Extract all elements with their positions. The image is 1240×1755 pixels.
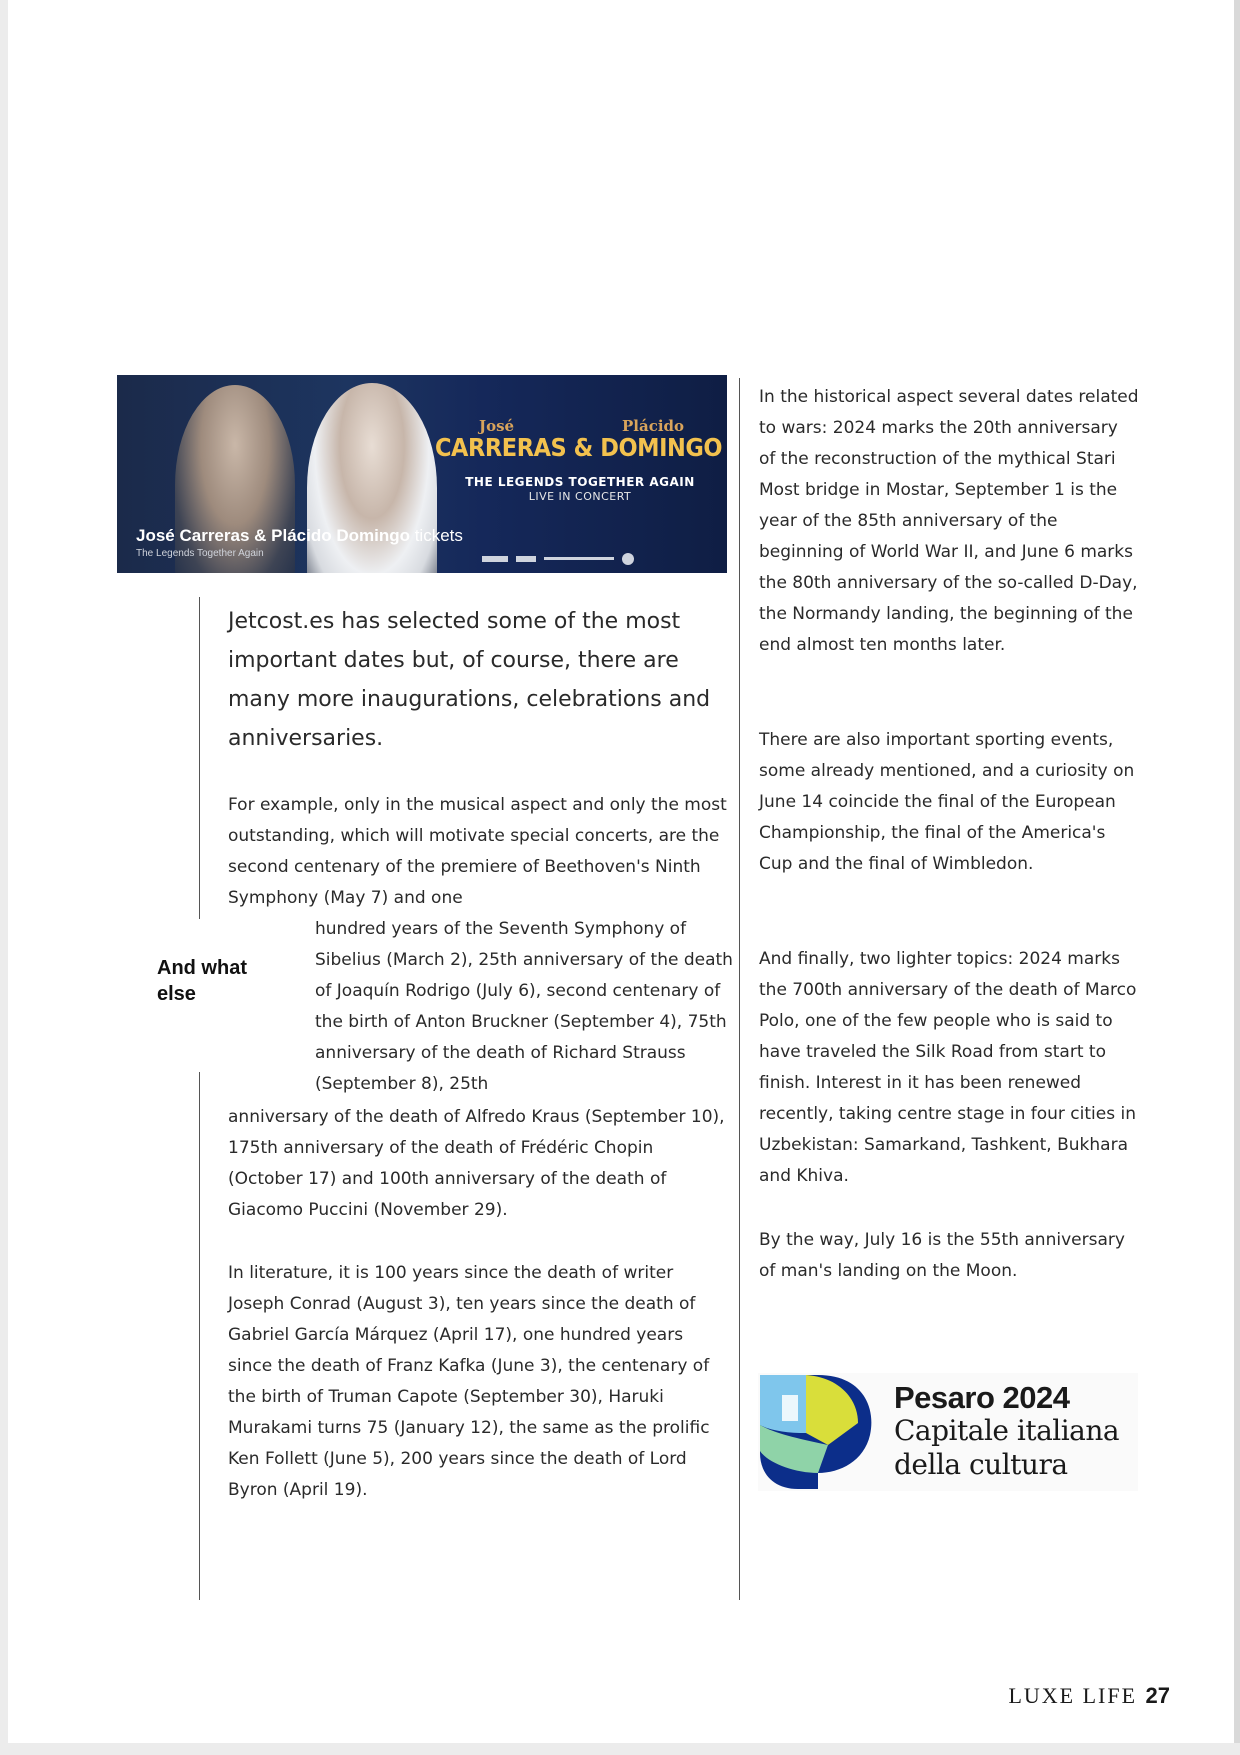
left-column-rule-bottom: [199, 1072, 200, 1600]
banner-ticket-title: [136, 526, 463, 546]
banner-ticket-subtitle: The Legends Together Again: [136, 548, 264, 559]
banner-sponsor-logos: [482, 550, 712, 560]
page-footer: [1008, 1683, 1170, 1709]
banner-first-name-2: Plácido: [622, 417, 685, 435]
banner-first-name-1: José: [479, 417, 515, 435]
concert-banner-image: [117, 375, 727, 573]
banner-tagline: THE LEGENDS TOGETHER AGAIN: [465, 475, 695, 489]
page-number: 27: [1145, 1683, 1170, 1708]
pesaro-subtitle-line-1: Capitale italiana: [894, 1414, 1120, 1447]
literature-paragraph: In literature, it is 100 years since the death of writer Joseph Conrad (August 3), ten years since the death of Gabriel García Márquez (April 17), one hundred years since the death of Franz Kafka (June 3), the centenary of the birth of Truman Capote (September 30), Haruki Murakami turns 75 (January 12), the same as the prolific Ken Follett (June 5), 200 years since the death of Lord Byron (April 19).: [228, 1263, 710, 1500]
music-paragraph-part-a: For example, only in the musical aspect and only the most outstanding, which will motivate special concerts, are the second centenary of the premiere of Beethoven's Ninth Symphony (May 7) and one: [228, 795, 727, 908]
moon-paragraph: By the way, July 16 is the 55th anniversary of man's landing on the Moon.: [759, 1230, 1125, 1281]
magazine-name: LUXE LIFE: [1008, 1683, 1138, 1708]
page-edge-bottom: [0, 1743, 1240, 1755]
left-column-rule-top: [199, 597, 200, 919]
music-paragraph-part-b: hundred years of the Seventh Symphony of Sibelius (March 2), 25th anniversary of the death of Joaquín Rodrigo (July 6), second centenary of the birth of Anton Bruckner (September 4), 75th anniversary of the death of Richard Strauss (September 8), 25th: [315, 919, 733, 1094]
sports-paragraph: There are also important sporting events, some already mentioned, and a curiosity on June 14 coincide the final of the European Championship, the final of the America's Cup and the final of Wimbledon.: [759, 730, 1135, 874]
banner-ticket-title-bold: José Carreras & Plácido Domingo: [136, 526, 410, 545]
lead-paragraph: Jetcost.es has selected some of the most important dates but, of course, there are many more inaugurations, celebrations and anniversaries.: [228, 609, 711, 751]
lighter-topics-paragraph: And finally, two lighter topics: 2024 marks the 700th anniversary of the death of Marco Polo, one of the few people who is said to have traveled the Silk Road from start to finish. Interest in it has been renewed recently, taking centre stage in four cities in Uzbekistan: Samarkand, Tashkent, Bukhara and Khiva.: [759, 949, 1137, 1186]
pesaro-2024-logo: [758, 1373, 1138, 1491]
column-divider-rule: [739, 378, 740, 1600]
pesaro-title: Pesaro 2024: [894, 1380, 1070, 1415]
page-edge-right: [1234, 0, 1240, 1755]
banner-headline: CARRERAS & DOMINGO: [435, 433, 723, 462]
banner-subtagline: LIVE IN CONCERT: [528, 490, 632, 503]
page-edge-left: [0, 0, 8, 1755]
music-paragraph-part-c: anniversary of the death of Alfredo Kraus (September 10), 175th anniversary of the death of Frédéric Chopin (October 17) and 100th anniversary of the death of Giacomo Puccini (November 29).: [228, 1107, 725, 1220]
banner-ticket-title-rest: tickets: [409, 526, 463, 545]
side-heading: And what else: [157, 957, 247, 1005]
pesaro-subtitle-line-2: della cultura: [894, 1448, 1068, 1481]
pesaro-mark-icon: [758, 1373, 888, 1491]
history-paragraph: In the historical aspect several dates related to wars: 2024 marks the 20th anniversary of the reconstruction of the mythical Stari Most bridge in Mostar, September 1 is the year of the 85th anniversary of the beginning of World War II, and June 6 marks the 80th anniversary of the so-called D-Day, the Normandy landing, the beginning of the end almost ten months later.: [759, 387, 1139, 655]
